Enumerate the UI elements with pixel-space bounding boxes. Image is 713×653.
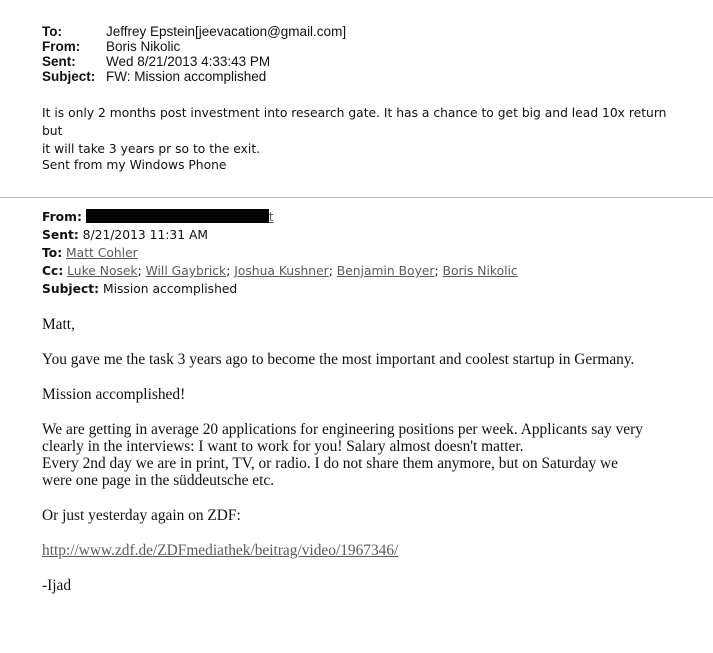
greeting: Matt, bbox=[42, 316, 75, 333]
subject-label: Subject: bbox=[42, 69, 96, 84]
sent-label: Sent: bbox=[42, 228, 79, 242]
to-link[interactable]: Matt Cohler bbox=[66, 246, 138, 260]
video-link[interactable]: http://www.zdf.de/ZDFmediathek/beitrag/video/1967346/ bbox=[42, 542, 399, 559]
sent-value: Wed 8/21/2013 4:33:43 PM bbox=[106, 54, 271, 69]
to-label: To: bbox=[42, 246, 63, 260]
from-row bbox=[42, 208, 518, 226]
signoff: -Ijad bbox=[42, 577, 72, 594]
paragraph: Mission accomplished! bbox=[42, 386, 186, 403]
paragraph-line: clearly in the interviews: I want to work for you! Salary almost doesn't matter. bbox=[42, 438, 524, 455]
from-row bbox=[42, 39, 346, 54]
to-value: Jeffrey Epstein[jeevacation@gmail.com] bbox=[106, 24, 347, 39]
from-value: Boris Nikolic bbox=[106, 39, 181, 54]
subject-label: Subject: bbox=[42, 282, 100, 296]
cc-link[interactable]: Boris Nikolic bbox=[442, 264, 518, 278]
from-label: From: bbox=[42, 39, 81, 54]
to-label: To: bbox=[42, 24, 62, 39]
cc-label: Cc: bbox=[42, 264, 64, 278]
cc-link[interactable]: Luke Nosek bbox=[67, 264, 138, 278]
sent-value: 8/21/2013 11:31 AM bbox=[82, 228, 209, 242]
cc-row: Cc: Luke Nosek; Will Gaybrick; Joshua Kushner; Benjamin Boyer; Boris Nikolic bbox=[42, 264, 518, 278]
from-value-tail[interactable]: t bbox=[268, 210, 274, 224]
sent-label: Sent: bbox=[42, 54, 76, 69]
paragraph-line: were one page in the süddeutsche etc. bbox=[42, 472, 275, 489]
paragraph-line: We are getting in average 20 applications for engineering positions per week. Applicants say very bbox=[42, 421, 643, 438]
forwarded-message-body bbox=[42, 104, 682, 158]
forwarded-email-header bbox=[42, 24, 346, 84]
cc-link[interactable]: Will Gaybrick bbox=[145, 264, 227, 278]
cc-link[interactable]: Joshua Kushner bbox=[234, 264, 329, 278]
original-message-body bbox=[42, 316, 692, 594]
body-line: It is only 2 months post investment into research gate. It has a chance to get big and lead 10x return but bbox=[42, 106, 667, 138]
sent-row bbox=[42, 54, 346, 69]
paragraph-line: Every 2nd day we are in print, TV, or radio. I do not share them anymore, but on Saturday we bbox=[42, 455, 619, 472]
original-email-header bbox=[42, 208, 518, 298]
subject-row bbox=[42, 280, 518, 298]
subject-value: FW: Mission accomplished bbox=[106, 69, 267, 84]
subject-row bbox=[42, 69, 346, 84]
paragraph: You gave me the task 3 years ago to become the most important and coolest startup in Germany. bbox=[42, 351, 635, 368]
sent-row bbox=[42, 226, 518, 244]
from-label: From: bbox=[42, 210, 82, 224]
cc-link[interactable]: Benjamin Boyer bbox=[336, 264, 435, 278]
body-line: it will take 3 years pr so to the exit. bbox=[42, 142, 261, 156]
paragraph: Or just yesterday again on ZDF: bbox=[42, 507, 241, 524]
to-row bbox=[42, 244, 518, 262]
subject-value: Mission accomplished bbox=[102, 282, 238, 296]
redaction-bar bbox=[86, 209, 269, 223]
divider bbox=[0, 197, 713, 198]
to-row bbox=[42, 24, 346, 39]
phone-signature: Sent from my Windows Phone bbox=[42, 158, 227, 172]
